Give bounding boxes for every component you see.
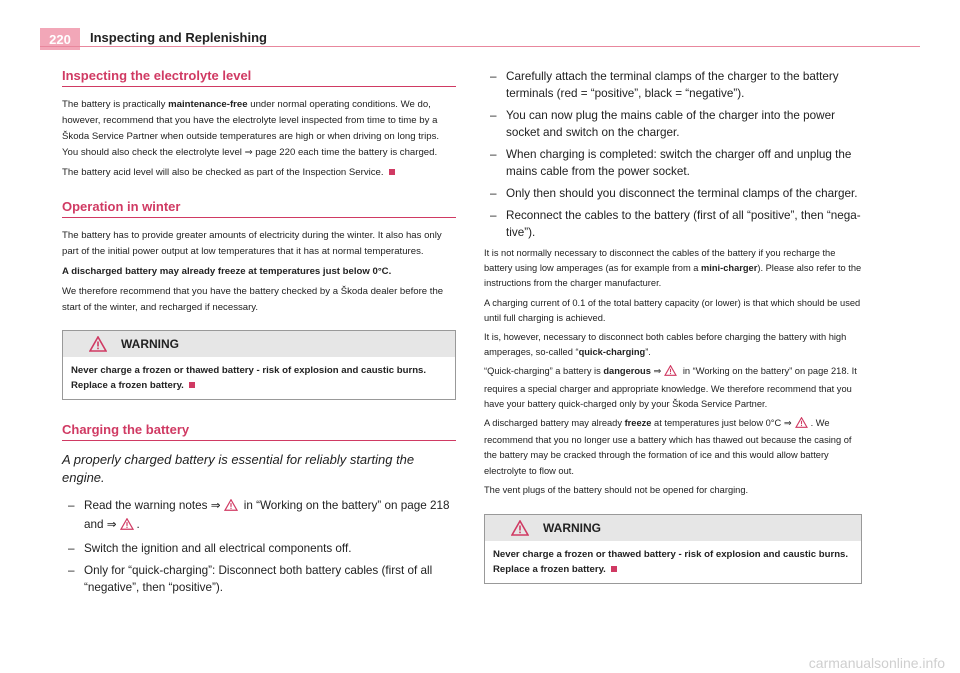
warning-text: Never charge a frozen or thawed battery - risk of explosion and caustic burns. Replace a frozen battery. xyxy=(493,549,849,576)
winter-paragraph-1: The battery has to provide greater amounts of electricity during the winter. It also has only part of the initial power output at low temperatures that it has at normal temperatures. xyxy=(62,230,442,257)
warning-text: Never charge a frozen or thawed battery - risk of explosion and caustic burns. Replace a frozen battery. xyxy=(71,365,427,391)
bold-quick-charging: quick-charging xyxy=(578,347,646,358)
text-span: . We recommend that you no longer use a battery which has thawed out because the casing of the battery may be cracked through the formation of ice and this would allow battery electrolyte to flow out. xyxy=(484,418,852,476)
winter-paragraph-3: We therefore recommend that you have the battery checked by a Škoda dealer before the start of the winter, and recharged if necessary. xyxy=(62,286,444,313)
warning-triangle-icon xyxy=(224,499,238,516)
text-span: Carefully attach the terminal clamps of the charger to the battery terminals (red = “positive”, black = “negative”). xyxy=(506,70,839,100)
bold-freeze: freeze xyxy=(624,418,652,429)
list-item: – Read the warning notes ⇒ in “Working on the battery” on page 218 and ⇒ . xyxy=(62,497,456,535)
section-end-marker-icon xyxy=(189,382,195,388)
page-header-title: Inspecting and Replenishing xyxy=(90,30,267,45)
warning-box-right xyxy=(484,514,862,584)
warning-title: WARNING xyxy=(121,337,179,351)
electrolyte-paragraph-2 xyxy=(62,165,456,181)
text-span: Read the warning notes ⇒ xyxy=(84,499,221,512)
text-span: The battery is practically xyxy=(62,99,169,110)
list-item: – Only then should you disconnect the terminal clamps of the charger. xyxy=(490,187,858,200)
charging-steps-continued xyxy=(484,68,862,241)
bold-maintenance-free: maintenance-free xyxy=(168,99,248,110)
note-paragraph-6: The vent plugs of the battery should not be opened for charging. xyxy=(484,484,749,495)
left-column xyxy=(62,60,456,601)
text-span: in “Working on the battery” on page 218 and ⇒ xyxy=(84,499,450,531)
text-span: . xyxy=(136,518,140,531)
section-end-marker-icon xyxy=(611,566,617,572)
bold-dangerous: dangerous xyxy=(603,366,651,377)
text-span: ”. xyxy=(645,347,651,358)
warning-triangle-icon xyxy=(511,520,529,536)
list-item: – You can now plug the mains cable of the charger into the power socket and switch on the charger. xyxy=(490,109,835,139)
page-number: 220 xyxy=(40,28,80,50)
text-span: The battery acid level will also be checked as part of the Inspection Service. xyxy=(62,167,384,178)
note-paragraph-1 xyxy=(484,246,862,292)
section-end-marker-icon xyxy=(389,169,395,175)
list-item: – Only for “quick-charging”: Disconnect both battery cables (first of all “negative”, then “positive”). xyxy=(68,564,433,594)
winter-paragraph-2: A discharged battery may already freeze at temperatures just below 0°C. xyxy=(62,266,392,277)
warning-triangle-icon xyxy=(795,417,808,433)
charging-intro: A properly charged battery is essential for reliably starting the engine. xyxy=(62,452,415,485)
section-title-charging: Charging the battery xyxy=(62,422,456,441)
bold-mini-charger: mini-charger xyxy=(701,263,758,274)
warning-body xyxy=(485,541,861,583)
note-paragraph-3 xyxy=(484,330,862,360)
warning-triangle-icon xyxy=(89,336,107,352)
header-rule xyxy=(40,46,920,47)
text-span: It is, however, necessary to disconnect both cables before charging the battery with high amperages, so-called “ xyxy=(484,332,847,358)
warning-header xyxy=(63,331,455,357)
text-span: “Quick-charging” a battery is xyxy=(484,366,604,377)
text-span: Switch the ignition and all electrical components off. xyxy=(84,542,352,555)
text-span: You can now plug the mains cable of the charger into the power socket and switch on the charger. xyxy=(506,109,835,139)
list-item: – Carefully attach the terminal clamps of the charger to the battery terminals (red = “positive”, black = “negative”). xyxy=(490,70,839,100)
section-title-winter: Operation in winter xyxy=(62,199,456,218)
text-span: A discharged battery may already xyxy=(484,418,625,429)
text-span: at temperatures just below 0°C ⇒ xyxy=(651,418,792,429)
text-span: ⇒ xyxy=(650,366,662,377)
electrolyte-paragraph-1 xyxy=(62,97,456,161)
charging-steps xyxy=(62,497,456,596)
section-title-electrolyte: Inspecting the electrolyte level xyxy=(62,68,456,87)
warning-body xyxy=(63,357,455,399)
list-item: – Reconnect the cables to the battery (first of all “positive”, then “nega-tive”). xyxy=(490,209,861,239)
note-paragraph-5 xyxy=(484,416,862,479)
text-span: Only then should you disconnect the terminal clamps of the charger. xyxy=(506,187,858,200)
list-item: – When charging is completed: switch the charger off and unplug the mains cable from the power socket. xyxy=(490,148,852,178)
text-span: It is not normally necessary to disconnect the cables of the battery if you recharge the battery using low amperages (as for example from a xyxy=(484,248,836,274)
text-span: Only for “quick-charging”: Disconnect both battery cables (first of all “negative”, then “positive”). xyxy=(84,564,433,594)
right-column xyxy=(484,68,862,594)
note-paragraph-4 xyxy=(484,364,862,412)
watermark: carmanualsonline.info xyxy=(808,655,945,671)
text-span: under normal operating conditions. We do, however, recommend that you have the electrolyte level inspected from time to time by a Škoda Service Partner when outside temperatures are high or when driving on long trips. You should also check the electrolyte level ⇒ page 220 each time the battery is charged. xyxy=(62,99,440,158)
text-span: in “Working on the battery” on page 218. It requires a special charger and appropriate knowledge. We therefore recommend that you have your battery quick-charged only by your Škoda Service Partner. xyxy=(484,366,857,409)
warning-header xyxy=(485,515,861,541)
note-paragraph-2: A charging current of 0.1 of the total battery capacity (or lower) is that which should be used until full charging is achieved. xyxy=(484,297,861,323)
warning-triangle-icon xyxy=(120,518,134,535)
text-span: ). Please also refer to the instructions from the charger manufacturer. xyxy=(484,263,862,289)
list-item: – Switch the ignition and all electrical components off. xyxy=(68,542,352,555)
text-span: Reconnect the cables to the battery (first of all “positive”, then “nega-tive”). xyxy=(506,209,861,239)
warning-box-left xyxy=(62,330,456,400)
text-span: When charging is completed: switch the charger off and unplug the mains cable from the power socket. xyxy=(506,148,852,178)
warning-title: WARNING xyxy=(543,521,601,536)
warning-triangle-icon xyxy=(664,365,677,381)
